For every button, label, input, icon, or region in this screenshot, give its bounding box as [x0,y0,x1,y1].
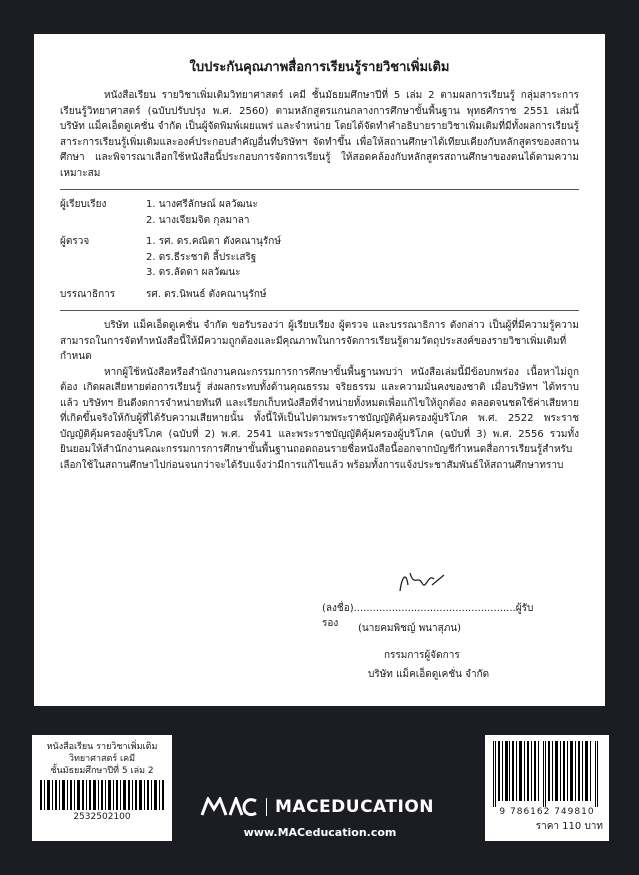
authors-row [60,197,579,228]
price-label: ราคา 110 บาท [535,821,603,832]
reviewer-1: 1. รศ. ดร.คณิตา ตังคณานุรักษ์ [146,236,281,248]
divider-bottom [60,310,579,311]
author-1: 1. นางศรีลักษณ์ ผลวัฒนะ [146,199,258,211]
editor-label: บรรณาธิการ [60,288,116,300]
authors-label: ผู้เรียบเรียง [60,199,107,211]
signer-name: (นายคมพิชญ์ พนาสุภน) [358,623,462,634]
book-code-box [32,735,172,841]
guarantee-paragraph-1: บริษัท แม็คเอ็ดดูเคชั่น จำกัด ขอรับรองว่า ผู้เรียบเรียง ผู้ตรวจ และบรรณาธิการ ดังกล่าว เป็นผู้ที่มีความรู้ความสามารถในการจัดทำหนังสือนี้ให้มีความถูกต้องและมีคุณภาพในการจัดการเรียนรู้ตามวัตถุประสงค์ของรายวิชาเพิ่มเติมที่กำหนด [60,320,579,363]
book-code-barcode [38,780,166,810]
isbn-barcode [491,741,603,807]
editor-name: รศ. ดร.นิพนธ์ ตังคณานุรักษ์ [146,288,267,300]
publisher-url[interactable]: www.MACeducation.com [243,826,397,839]
editor-row [60,287,579,303]
reviewer-2: 2. ดร.ธีระชาติ ลี้ประเสริฐ [146,251,257,263]
signer-title: กรรมการผู้จัดการ [384,650,460,661]
brand-name: MACEDUCATION [275,797,434,817]
signature-image [392,565,452,599]
mac-logo-icon [200,797,258,817]
author-2: 2. นางเจียมจิต กุลมาลา [146,214,250,226]
isbn-number: 9 786162 749810 [499,807,595,817]
publisher-logo [200,795,440,819]
book-code-number: 2532502100 [73,812,131,823]
reviewer-3: 3. ดร.ลัดดา ผลวัฒนะ [146,267,241,279]
divider-top [60,189,579,190]
book-label-line-1: หนังสือเรียน รายวิชาเพิ่มเติม [46,742,158,752]
book-label-line-2: วิทยาศาสตร์ เคมี [68,754,136,765]
reviewers-row [60,234,579,281]
intro-paragraph: หนังสือเรียน รายวิชาเพิ่มเติมวิทยาศาสตร์ เคมี ชั้นมัธยมศึกษาปีที่ 5 เล่ม 2 ตามผลการเรียนรู้ กลุ่มสาระการเรียนรู้วิทยาศาสตร์ (ฉบับปรับปรุง พ.ศ. 2560) ตามหลักสูตรแกนกลางการศึกษาขั้นพื้นฐาน พุทธศักราช 2551 เล่มนี้ บริษัท แม็คเอ็ดดูเคชั่น จำกัด เป็นผู้จัดพิมพ์เผยแพร่ และจำหน่าย โดยได้จัดทำคำอธิบายรายวิชาเพิ่มเติมที่มีทั้งผลการเรียนรู้ สาระการเรียนรู้เพิ่มเติมและองค์ประกอบสำคัญอื่นที่บริษัทฯ จัดทำขึ้น เพื่อให้สถานศึกษาได้เทียบเคียงกับหลักสูตรของสถานศึกษา และพิจารณาเลือกใช้หนังสือนี้ประกอบการจัดการเรียนรู้ ให้สอดคล้องกับหลักสูตรสถานศึกษาของตนได้ตามความเหมาะสม [60,90,579,179]
page-title: ใบประกันคุณภาพสื่อการเรียนรู้รายวิชาเพิ่มเติม [189,60,450,75]
book-label-line-3: ชั้นมัธยมศึกษาปีที่ 5 เล่ม 2 [50,766,154,777]
reviewers-label: ผู้ตรวจ [60,236,90,248]
signer-company: บริษัท แม็คเอ็ดดูเคชั่น จำกัด [368,669,490,680]
signature-line: (ลงชื่อ)...................................................ผู้รับรอง [322,603,534,629]
isbn-box [485,735,609,841]
guarantee-paragraph-2: หากผู้ใช้หนังสือหรือสำนักงานคณะกรรมการการศึกษาขั้นพื้นฐานพบว่า หนังสือเล่มนี้มีข้อบกพร่อง เนื้อหาไม่ถูกต้อง เกิดผลเสียหายต่อการเรียนรู้ ส่งผลกระทบทั้งด้านคุณธรรม จริยธรรม และความมั่นคงของชาติ เมื่อบริษัทฯ ได้ทราบแล้ว บริษัทฯ ยินดีงดการจำหน่ายทันที และเรียกเก็บหนังสือที่จำหน่ายทั้งหมดเพื่อแก้ไขให้ถูกต้อง ตลอดจนชดใช้ค่าเสียหายที่เกิดขึ้นจริงให้กับผู้ที่ได้รับความเสียหายนั้น ทั้งนี้ให้เป็นไปตามพระราชบัญญัติคุ้มครองผู้บริโภค พ.ศ. 2522 พระราชบัญญัติคุ้มครองผู้บริโภค (ฉบับที่ 2) พ.ศ. 2541 และพระราชบัญญัติคุ้มครองผู้บริโภค (ฉบับที่ 3) พ.ศ. 2556 รวมทั้งยินยอมให้สำนักงานคณะกรรมการการศึกษาขั้นพื้นฐานถอดถอนรายชื่อหนังสือนี้ออกจากบัญชีกำหนดสื่อการเรียนรู้สำหรับเลือกใช้ในสถานศึกษาไปก่อนจนกว่าจะได้รับแจ้งว่ามีการแก้ไขแล้ว พร้อมทั้งการแจ้งประชาสัมพันธ์ให้สถานศึกษาทราบ [60,366,579,471]
